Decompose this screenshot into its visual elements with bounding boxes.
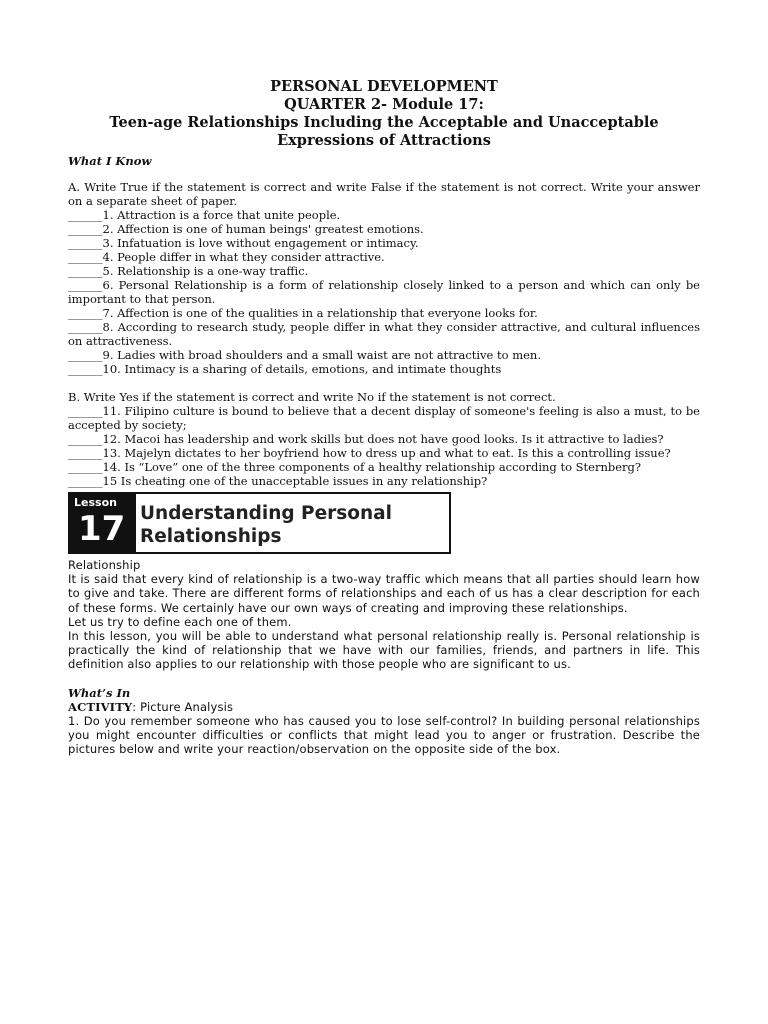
question-item: ______13. Majelyn dictates to her boyfriend how to dress up and what to eat. Is this a controlling issue? — [68, 446, 671, 460]
what-i-know-heading: What I Know — [68, 154, 152, 168]
question-item: ______15 Is cheating one of the unacceptable issues in any relationship? — [68, 474, 488, 488]
question-item: ______7. Affection is one of the qualities in a relationship that everyone looks for. — [68, 306, 538, 320]
relationship-paragraph-1: It is said that every kind of relationship is a two-way traffic which means that all parties should learn how to give and take. There are different forms of relationships and each of us has a clear description for each of these forms. We certainly have our own ways of creating and improving these relationships. — [68, 572, 700, 615]
module-topic-line-1: Teen-age Relationships Including the Acceptable and Unacceptable — [109, 114, 659, 131]
relationship-heading: Relationship — [68, 558, 141, 572]
activity-line — [68, 700, 700, 714]
question-item: ______4. People differ in what they consider attractive. — [68, 250, 385, 264]
question-item: ______6. Personal Relationship is a form of relationship closely linked to a person and which can only be important to that person. — [68, 278, 700, 306]
question-item: ______14. Is “Love” one of the three components of a healthy relationship according to Sternberg? — [68, 460, 642, 474]
lesson-title — [140, 502, 392, 548]
activity-question-1: 1. Do you remember someone who has caused you to lose self-control? In building personal relationships you might encounter difficulties or conflicts that might lead you to anger or frustration. Describe the pictures below and write your reaction/observation on the opposite side of the box. — [68, 713, 700, 757]
activity-title: : Picture Analysis — [132, 699, 234, 714]
question-item: ______10. Intimacy is a sharing of details, emotions, and intimate thoughts — [68, 362, 502, 376]
lesson-title-line-2: Relationships — [140, 526, 282, 547]
question-item: ______2. Affection is one of human beings' greatest emotions. — [68, 222, 424, 236]
lesson-word: Lesson — [74, 496, 117, 509]
question-item: ______1. Attraction is a force that unite people. — [68, 208, 341, 222]
relationship-paragraph-3: In this lesson, you will be able to understand what personal relationship really is. Personal relationship is practically the kind of relationship that we have with our families, friends, and partners in life. This definition also applies to our relationship with those people who are significant to us. — [68, 629, 700, 672]
question-item: ______9. Ladies with broad shoulders and a small waist are not attractive to men. — [68, 348, 541, 362]
lesson-number: 17 — [78, 509, 126, 549]
subject-title: PERSONAL DEVELOPMENT — [270, 78, 498, 95]
question-item: ______8. According to research study, people differ in what they consider attractive, and cultural influences on attractiveness. — [68, 320, 700, 348]
lesson-number-badge — [70, 494, 136, 552]
module-topic-line-2: Expressions of Attractions — [277, 132, 491, 149]
relationship-paragraph-2: Let us try to define each one of them. — [68, 614, 292, 629]
module-title: QUARTER 2- Module 17: — [284, 96, 484, 113]
part-b-instructions: B. Write Yes if the statement is correct and write No if the statement is not correct. — [68, 390, 556, 404]
lesson-title-line-1: Understanding Personal — [140, 503, 392, 524]
question-item: ______5. Relationship is a one-way traffic. — [68, 264, 309, 278]
question-item: ______12. Macoi has leadership and work skills but does not have good looks. Is it attractive to ladies? — [68, 432, 664, 446]
spacer — [68, 672, 700, 686]
document-page — [68, 78, 700, 756]
question-item: ______11. Filipino culture is bound to believe that a decent display of someone's feeling is also a must, to be accepted by society; — [68, 404, 700, 432]
whats-in-heading: What’s In — [68, 685, 131, 700]
spacer — [68, 376, 700, 390]
part-a-instructions: A. Write True if the statement is correct and write False if the statement is not correct. Write your answer on a separate sheet of paper. — [68, 180, 700, 208]
lesson-banner — [68, 492, 451, 554]
question-item: ______3. Infatuation is love without engagement or intimacy. — [68, 236, 419, 250]
activity-label: ACTIVITY — [68, 699, 133, 714]
